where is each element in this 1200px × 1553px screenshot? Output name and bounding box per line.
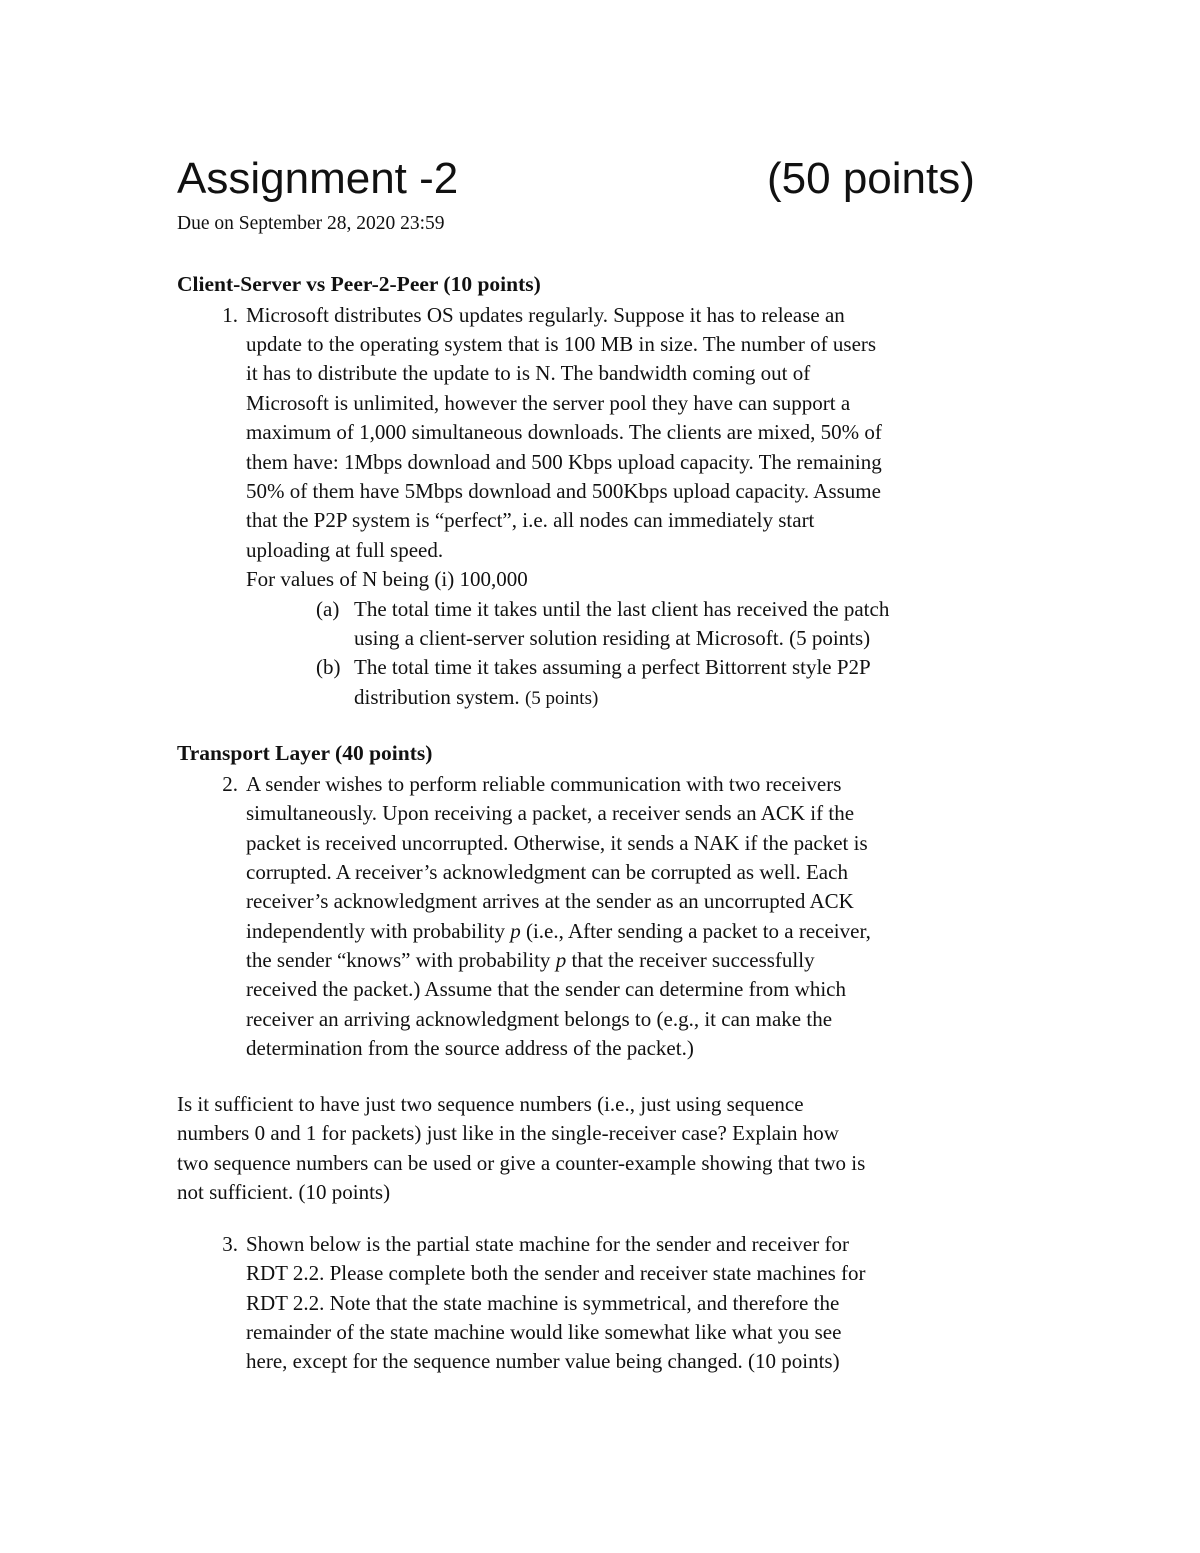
q2-question-line: two sequence numbers can be used or give a counter-example showing that two is: [177, 1151, 866, 1175]
q2-text: (i.e., After sending a packet to a receiver,: [520, 919, 871, 943]
q1-part-b-text: distribution system.: [354, 685, 520, 709]
q2-question-line: Is it sufficient to have just two sequence numbers (i.e., just using sequence: [177, 1092, 804, 1116]
q2-line: [246, 917, 871, 947]
q1-line: update to the operating system that is 100 MB in size. The number of users: [246, 332, 877, 356]
q3-line: RDT 2.2. Note that the state machine is symmetrical, and therefore the: [246, 1291, 840, 1315]
q1-part-a-line: The total time it takes until the last client has received the patch: [354, 597, 890, 621]
q2-line: [246, 946, 815, 976]
q2-question-line: numbers 0 and 1 for packets) just like in the single-receiver case? Explain how: [177, 1121, 839, 1145]
q3-line: RDT 2.2. Please complete both the sender and receiver state machines for: [246, 1261, 866, 1285]
section-heading-client-server: Client-Server vs Peer-2-Peer (10 points): [177, 272, 541, 296]
q1-part-b-line: The total time it takes assuming a perfect Bittorrent style P2P: [354, 655, 871, 679]
question-number-3: 3.: [222, 1232, 238, 1256]
q2-text: that the receiver successfully: [566, 948, 815, 972]
q3-line: remainder of the state machine would like somewhat like what you see: [246, 1320, 842, 1344]
page-title: Assignment -2: [177, 154, 459, 203]
q1-part-b-points: (5 points): [524, 688, 599, 709]
q3-line: here, except for the sequence number value being changed. (10 points): [246, 1349, 840, 1373]
q2-line: determination from the source address of the packet.): [246, 1036, 694, 1060]
q2-line: A sender wishes to perform reliable communication with two receivers: [246, 772, 842, 796]
q1-part-a-line: using a client-server solution residing at Microsoft. (5 points): [354, 626, 871, 650]
q2-question-line: not sufficient. (10 points): [177, 1180, 391, 1204]
q1-line: Microsoft distributes OS updates regularly. Suppose it has to release an: [246, 303, 845, 327]
q2-line: received the packet.) Assume that the sender can determine from which: [246, 977, 847, 1001]
q1-line: uploading at full speed.: [246, 538, 444, 562]
q1-line: it has to distribute the update to is N. The bandwidth coming out of: [246, 361, 811, 385]
question-number-1: 1.: [222, 303, 238, 327]
section-heading-transport-layer: Transport Layer (40 points): [177, 741, 433, 765]
q2-text: the sender “knows” with probability: [246, 948, 556, 972]
q1-line: maximum of 1,000 simultaneous downloads. The clients are mixed, 50% of: [246, 420, 882, 444]
q1-part-b-line: [354, 683, 598, 714]
q2-line: packet is received uncorrupted. Otherwise, it sends a NAK if the packet is: [246, 831, 868, 855]
probability-variable: p: [510, 919, 521, 943]
probability-variable: p: [555, 948, 567, 972]
q1-line: Microsoft is unlimited, however the server pool they have can support a: [246, 391, 851, 415]
q1-part-a-label: (a): [316, 597, 340, 621]
q1-line: them have: 1Mbps download and 500 Kbps upload capacity. The remaining: [246, 450, 882, 474]
q2-line: receiver’s acknowledgment arrives at the sender as an uncorrupted ACK: [246, 889, 854, 913]
q1-line: For values of N being (i) 100,000: [246, 567, 528, 591]
q2-line: corrupted. A receiver’s acknowledgment can be corrupted as well. Each: [246, 860, 848, 884]
q1-line: that the P2P system is “perfect”, i.e. all nodes can immediately start: [246, 508, 815, 532]
title-row: [177, 150, 1007, 210]
q2-line: receiver an arriving acknowledgment belongs to (e.g., it can make the: [246, 1007, 833, 1031]
q2-line: simultaneously. Upon receiving a packet, a receiver sends an ACK if the: [246, 801, 855, 825]
due-date: Due on September 28, 2020 23:59: [177, 213, 445, 234]
question-number-2: 2.: [222, 772, 238, 796]
q3-line: Shown below is the partial state machine for the sender and receiver for: [246, 1232, 849, 1256]
q1-part-b-label: (b): [316, 655, 341, 679]
q2-text: independently with probability: [246, 919, 511, 943]
total-points: (50 points): [767, 154, 975, 203]
q1-line: 50% of them have 5Mbps download and 500Kbps upload capacity. Assume: [246, 479, 881, 503]
